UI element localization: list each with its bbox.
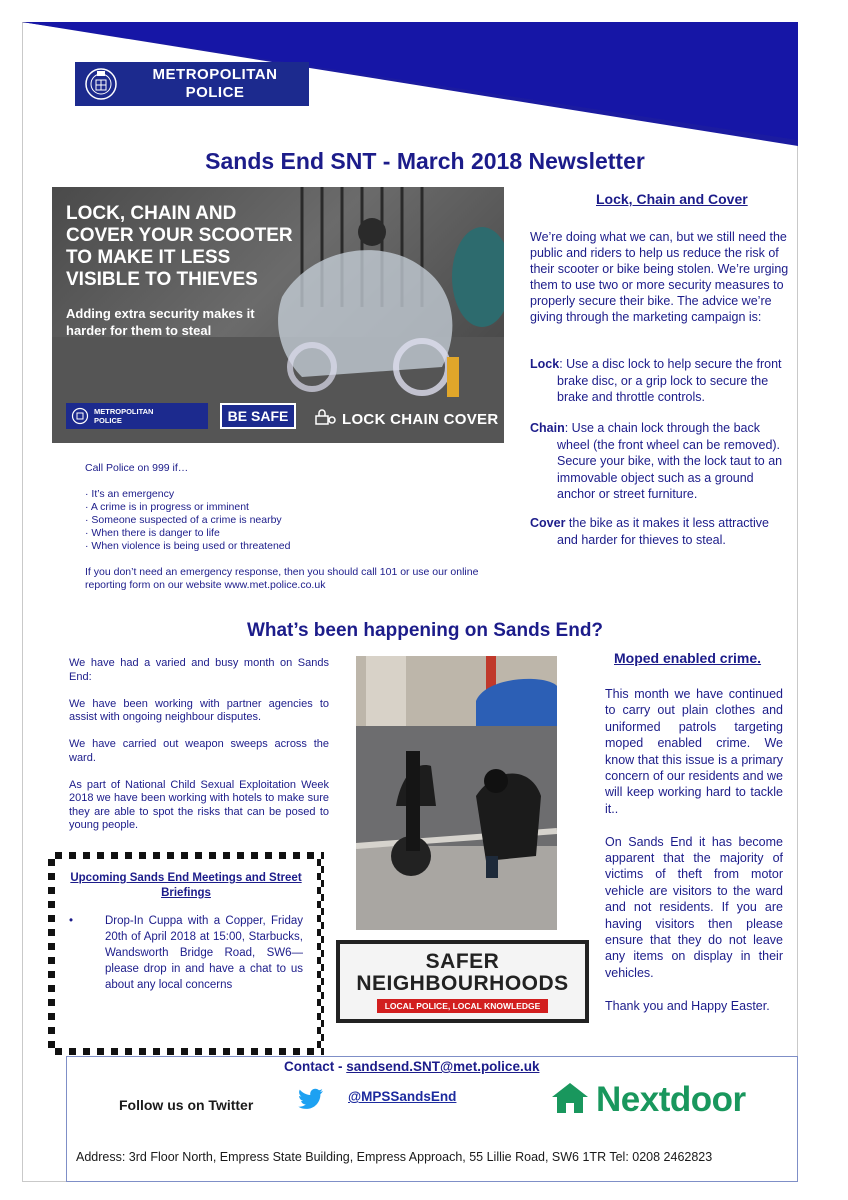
call-item: · When there is danger to life <box>85 527 220 539</box>
lock-chain-cover-heading: Lock, Chain and Cover <box>596 191 748 207</box>
lock-text: : Use a disc lock to help secure the front brake disc, or a grip lock to secure the brake and throttle controls. <box>557 357 782 404</box>
crest-icon <box>75 62 127 106</box>
logo-line2: POLICE <box>185 84 245 101</box>
call-item: · It’s an emergency <box>85 488 175 500</box>
call-police-title: Call Police on 999 if… <box>85 462 189 474</box>
twitter-icon[interactable] <box>298 1088 324 1110</box>
cover-measure <box>530 515 792 548</box>
campaign-name: LOCK CHAIN COVER <box>342 410 499 428</box>
chain-measure <box>530 420 792 503</box>
lock-chain-cover-brand <box>314 409 498 429</box>
lock-chain-cover-intro: We’re doing what we can, but we still need the public and riders to help us reduce the risk of their scooter or bike being stolen. We’re urging them to use two or more security measures to properly secure their bike. The advice we’re giving through the marketing campaign is: <box>530 230 789 324</box>
logo-text <box>127 66 303 102</box>
nextdoor-logo[interactable] <box>550 1080 746 1120</box>
contact-line <box>284 1059 539 1074</box>
safer-line2: NEIGHBOURHOODS <box>356 971 569 995</box>
moped-heading: Moped enabled crime. <box>614 650 762 666</box>
cover-text: the bike as it makes it less attractive and harder for thieves to steal. <box>557 516 769 547</box>
cover-label: Cover <box>530 516 566 530</box>
safer-neighbourhoods-sign <box>336 940 589 1023</box>
address-line: Address: 3rd Floor North, Empress State Building, Empress Approach, 55 Lillie Road, SW6 1TR Tel: 0208 2462823 <box>76 1150 713 1164</box>
bullet-icon: • <box>69 915 74 927</box>
call-item: · When violence is being used or threatened <box>85 540 291 552</box>
chain-label: Chain <box>530 421 565 435</box>
moped-paragraph: This month we have continued to carry out plain clothes and uniformed patrols targeting moped enabled crime. We know that this issue is a primary concern of our residents and we will keep working hard to tackle it.. <box>605 687 783 816</box>
logo-line1: METROPOLITAN <box>152 66 278 83</box>
happening-paragraph: We have been working with partner agencies to assist with ongoing neighbour disputes. <box>69 697 329 723</box>
call-item: · A crime is in progress or imminent <box>85 501 249 513</box>
call-police-note: If you don’t need an emergency response, then you should call 101 or use our online reporting form on our website www.met.police.co.uk <box>85 566 479 591</box>
chain-text: : Use a chain lock through the back wheel (the front wheel can be removed). Secure your bike, with the lock taut to an immovable object such as a ground anchor or street furniture. <box>557 421 783 501</box>
moped-paragraph: On Sands End it has become apparent that the majority of victims of theft from motor vehicle are visitors to the ward and not residents. If you are having visitors then please ensure that they do not leave any items on display in their vehicles. <box>605 834 783 980</box>
lock-measure <box>530 356 792 406</box>
campaign-poster <box>52 187 504 443</box>
house-icon <box>550 1081 590 1120</box>
poster-headline: LOCK, CHAIN AND COVER YOUR SCOOTER TO MAKE IT LESS VISIBLE TO THIEVES <box>66 203 293 290</box>
met-police-logo <box>75 62 309 106</box>
meeting-item <box>69 913 303 993</box>
crest-icon <box>66 403 94 429</box>
contact-email-link[interactable]: sandsend.SNT@met.police.uk <box>346 1059 540 1074</box>
safer-line1: SAFER <box>425 949 500 973</box>
happening-paragraph: We have carried out weapon sweeps across the ward. <box>69 738 329 764</box>
call-police-box <box>85 462 485 592</box>
contact-label: Contact - <box>284 1059 347 1074</box>
call-item: · Someone suspected of a crime is nearby <box>85 514 282 526</box>
happening-paragraph: We have had a varied and busy month on Sands End: <box>69 657 329 683</box>
meetings-title: Upcoming Sands End Meetings and Street Briefings <box>70 872 302 899</box>
moped-paragraph: Thank you and Happy Easter. <box>605 998 770 1013</box>
newsletter-title: Sands End SNT - March 2018 Newsletter <box>205 148 645 174</box>
meetings-box <box>48 852 324 1055</box>
happening-text <box>69 657 329 846</box>
safer-tagline: LOCAL POLICE, LOCAL KNOWLEDGE <box>377 999 549 1013</box>
happening-paragraph: As part of National Child Sexual Exploitation Week 2018 we have been working with hotels to make sure they are able to spot the risks that can be posed to young people. <box>69 778 329 831</box>
poster-logo-line1: METROPOLITAN <box>94 407 154 416</box>
lock-icon <box>314 409 336 429</box>
lock-label: Lock <box>530 357 560 371</box>
moped-text <box>605 686 783 1030</box>
poster-met-logo <box>66 403 208 429</box>
twitter-handle-link[interactable]: @MPSSandsEnd <box>348 1089 457 1104</box>
meeting-text: Drop-In Cuppa with a Copper, Friday 20th of April 2018 at 15:00, Starbucks, Wandsworth Bridge Road, SW6—please drop in and have a chat to us about any local concerns <box>105 915 303 991</box>
happening-title: What’s been happening on Sands End? <box>246 620 604 641</box>
be-safe-badge: BE SAFE <box>220 403 296 429</box>
follow-text: Follow us on Twitter <box>119 1097 254 1113</box>
moped-photo <box>356 656 557 930</box>
poster-logo-line2: POLICE <box>94 416 122 425</box>
poster-subline: Adding extra security makes it harder for them to steal <box>66 306 255 338</box>
nextdoor-wordmark: Nextdoor <box>596 1080 746 1119</box>
